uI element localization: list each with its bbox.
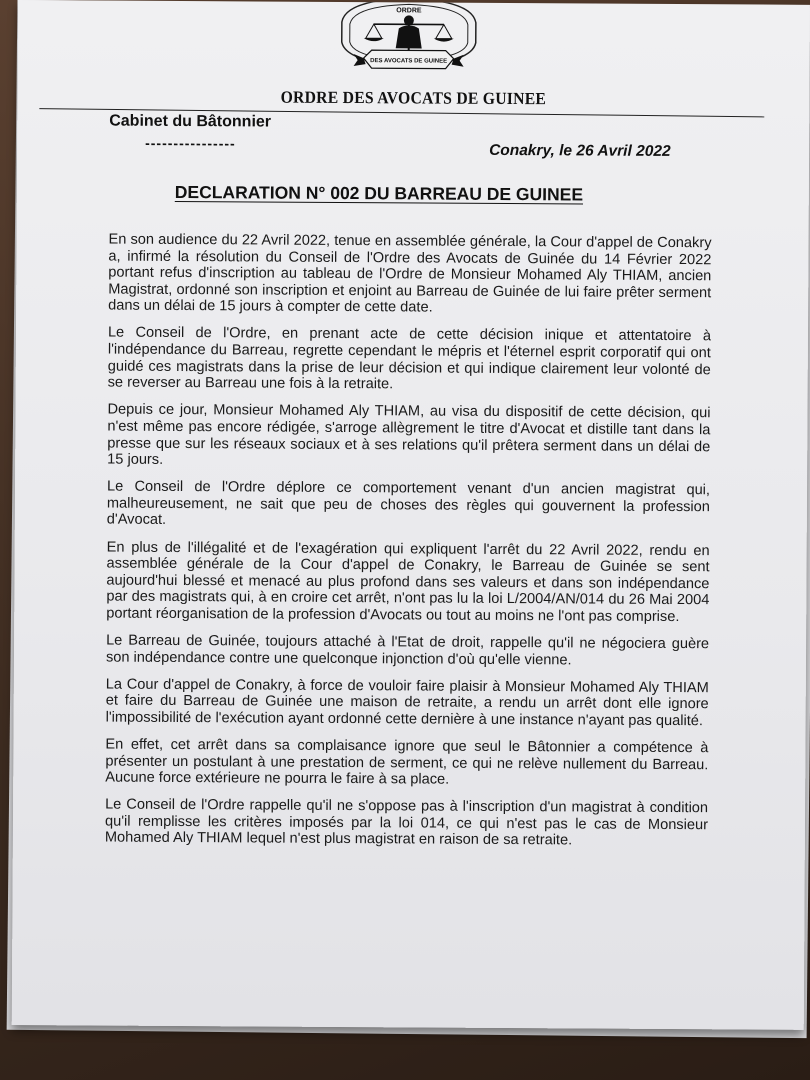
paragraph-4: Le Conseil de l'Ordre déplore ce comportement venant d'un ancien magistrat qui, malheureusement, ne sait que peu de choses des règles qui gouvernent la profession d'Avocat. xyxy=(106,478,711,529)
paragraph-2: Le Conseil de l'Ordre, en prenant acte de cette décision inique et attentatoire à l'indépendance du Barreau, regrette cependant le mépris et l'éternel esprit corporatif qui ont guidé ces magistrats dans la prise de leur décision et qui indique clairement leur volonté de se reverser au Barreau une fois à la retraite. xyxy=(107,325,712,393)
paragraph-3: Depuis ce jour, Monsieur Mohamed Aly THIAM, au visa du dispositif de cette décision, qui n'est même pas encore rédigée, s'arroge allègrement le titre d'Avocat et distille tant dans la presse que sur les réseaux sociaux et à ses relations qu'il prêtera serment dans un délai de 15 jours. xyxy=(107,401,711,469)
document-page xyxy=(12,0,810,1030)
organization-name: ORDRE DES AVOCATS DE GUINEE xyxy=(280,87,547,109)
paragraph-8: En effet, cet arrêt dans sa complaisance ignore que seul le Bâtonnier a compétence à présenter un postulant à une prestation de serment, ce qui ne relève nullement du Barreau. Aucune force extérieure ne pourra le faire à sa place. xyxy=(105,736,709,788)
paragraph-7: La Cour d'appel de Conakry, à force de vouloir faire plaisir à Monsieur Mohamed Aly THIAM et faire du Barreau de Guinée une maison de retraite, a rendu un arrêt dont elle ignore l'impossibilité de l'exécution ayant ordonné cette dernière à une instance n'ayant pas qualité. xyxy=(105,676,709,730)
paragraph-5: En plus de l'illégalité et de l'exagération qui expliquent l'arrêt du 22 Avril 2022, rendu en assemblée générale de la Cour d'appel de Conakry, le Barreau de Guinée se sent aujourd'hui blessé et menacé au plus profond dans ses valeurs et dans son indépendance par des magistrats qui, à en croire cet arrêt, n'ont pas lu la loi L/2004/AN/014 du 26 Mai 2004 portant réorganisation de la profession d'Avocats ou tout au moins ne l'ont pas comprise. xyxy=(106,539,710,625)
logo-ribbon-text: DES AVOCATS DE GUINEE xyxy=(370,58,448,65)
paragraph-9: Le Conseil de l'Ordre rappelle qu'il ne s'oppose pas à l'inscription d'un magistrat à condition qu'il remplisse les critères imposés par la loi 014, ce qui n'est pas le cas de Monsieur Mohamed Aly THIAM lequel n'est plus magistrat en raison de sa retraite. xyxy=(104,796,709,849)
cabinet-label: Cabinet du Bâtonnier xyxy=(109,112,272,131)
header-dashes: ---------------- xyxy=(145,134,236,152)
declaration-body xyxy=(105,232,712,861)
bar-association-emblem-icon xyxy=(334,2,484,83)
paragraph-6: Le Barreau de Guinée, toujours attaché à l'Etat de droit, rappelle qu'il ne négociera guère son indépendance contre une quelconque injonction d'où qu'elle vienne. xyxy=(105,632,710,668)
logo-top-text: ORDRE xyxy=(396,7,422,15)
place-date: Conakry, le 26 Avril 2022 xyxy=(489,141,671,160)
paragraph-1: En son audience du 22 Avril 2022, tenue en assemblée générale, la Cour d'appel de Conakry a, infirmé la résolution du Conseil de l'Ordre des Avocats de Guinée du 14 Février 2022 portant refus d'inscription au tableau de l'Ordre de Monsieur Mohamed Aly THIAM, ancien Magistrat, ordonné son inscription et enjoint au Barreau de Guinée de lui faire prêter serment dans un délai de 15 jours à compter de cette date. xyxy=(108,231,712,316)
declaration-title: DECLARATION N° 002 DU BARREAU DE GUINEE xyxy=(174,181,584,205)
